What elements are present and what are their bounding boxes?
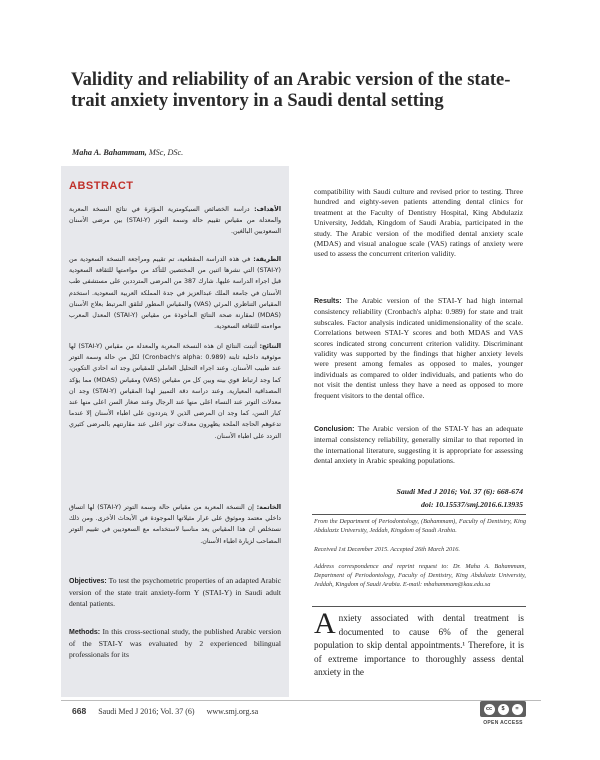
affiliation-note: From the Department of Periodontology, (Bahammam), Faculty of Dentistry, King Abdulaziz University, Jeddah, Kingdom of Saudi Arabia. bbox=[314, 518, 526, 535]
author-name: Maha A. Bahammam, bbox=[72, 148, 147, 157]
arabic-conclusion-label: الخاتمة: bbox=[256, 504, 281, 511]
footer-journal: Saudi Med J 2016; Vol. 37 (6) bbox=[98, 707, 195, 716]
arabic-conclusion-text: إن النسخة المعربة من مقياس حالة وسمة التوتر (STAI-Y) لها اتساق داخلي معتمد وموثوق على غرار مثيلاتها الموجودة في الأبحاث الأخرى. ومن ذلك نستخلص ان هذا المقياس يعد مناسبا لاستخدامه مع السعوديين في تقييم التوتر المصاحب لزيارة اطباء الأسنان. bbox=[69, 504, 281, 545]
arabic-results-text: أثبتت النتائج ان هذه النسخة المعربة والمعدلة من مقياس (STAI-Y) لها موثوقية داخلية ثابتة (Cronbach's alpha: 0.989) لكل من حالة وسمة التوتر عند طبيب الأسنان. وعند اجراء التحليل العاملي للمقياس وجد انه احادي التكوين، كما وجد ارتباط قوي بينه وبين كل من مقياس (VAS) ومقياس (MDAS) مما يؤكد المصداقية المعيارية. وعند دراسة دقة التمييز لهذا المقياس (STAI-Y) وجد ان معدلات التوتر عند النساء اعلى منها عند الرجال وعند صغار السن اعلى منها عند كبار السن، كما وجد ان المرضى الذين لا يترددون على اطباء الأسنان إلا عندما تدعوهم الحاجة الملحة يظهرون معدلات توتر اعلى عند مقارنتهم بالمرضى كثيري التردد على اطباء الأسنان. bbox=[69, 343, 282, 440]
footer-url[interactable]: www.smj.org.sa bbox=[206, 707, 259, 716]
page-number: 668 bbox=[72, 706, 87, 716]
arabic-conclusion bbox=[69, 502, 281, 547]
cc-icon: cc bbox=[484, 704, 495, 715]
page-footer bbox=[72, 706, 258, 716]
methods-label: Methods: bbox=[69, 629, 101, 636]
arabic-methods bbox=[69, 254, 281, 332]
arabic-objectives bbox=[69, 204, 281, 238]
correspondence-note: Address correspondence and reprint request to: Dr. Maha A. Bahammam, Department of Periodontology, Faculty of Dentistry, King Abdulaziz University, Jeddah, Kingdom of Saudi Arabia. E-mail: mbahammam@kau.edu.sa bbox=[314, 563, 526, 589]
abstract-results bbox=[314, 296, 523, 401]
open-access-label: OPEN ACCESS bbox=[483, 720, 523, 726]
introduction-text: nxiety associated with dental treatment is documented to cause 6% of the general population to skip dental appointments.¹ Therefore, it is of extreme importance to thoroughly assess dental anxiety in the bbox=[314, 613, 524, 678]
arabic-methods-label: الطريقة: bbox=[253, 256, 281, 263]
arabic-objectives-label: الأهداف: bbox=[254, 206, 281, 213]
author-line bbox=[72, 148, 183, 157]
objectives-label: Objectives: bbox=[69, 578, 107, 585]
abstract-conclusion bbox=[314, 424, 523, 467]
arabic-objectives-text: دراسة الخصائص السيكومترية المؤثرة في نتائج النسخة المعربة والمعدلة من مقياس تقييم حالة وسمة التوتر (STAI-Y) بين مرضى الأسنان السعوديين البالغين. bbox=[69, 206, 281, 236]
received-accepted-dates: Received 1st December 2015. Accepted 26th March 2016. bbox=[314, 546, 461, 553]
arabic-results bbox=[69, 341, 281, 442]
divider bbox=[312, 514, 526, 515]
results-label: Results: bbox=[314, 298, 342, 305]
divider bbox=[312, 606, 526, 607]
abstract-heading: ABSTRACT bbox=[69, 180, 134, 192]
methods-text: In this cross-sectional study, the published Arabic version of the STAI-Y was evaluated by 2 experienced bilingual professionals for its bbox=[69, 627, 281, 659]
abstract-methods-continued: compatibility with Saudi culture and revised prior to testing. Three hundred and eighty-seven patients attending dental clinics for treatment at the Faculty of Dentistry Hospital, King Abdulaziz University, Jeddah, Kingdom of Saudi Arabia, participated in the study. The Arabic version of the modified dental anxiety scale (MDAS) and visual analogue scale (VAS) ratings of anxiety were used to assess the concurrent criterion validity. bbox=[314, 187, 523, 259]
objectives-text: To test the psychometric properties of an adapted Arabic version of the state trait anxiety-form Y (STAI-Y) in Saudi adult dental patients. bbox=[69, 576, 281, 608]
citation-block bbox=[314, 486, 523, 511]
citation-journal: Saudi Med J 2016; Vol. 37 (6): 668-674 bbox=[396, 487, 523, 496]
citation-doi: doi: 10.15537/smj.2016.6.13935 bbox=[420, 499, 523, 509]
results-text: The Arabic version of the STAI-Y had high internal consistency reliability (Cronbach's alpha: 0.989) for state and trait subscales. Factor analysis indicated unidimensionality of the scale. Correlations between STAI-Y scores and both MDAS and VAS scores indicated strong concurrent criterion validity. Discriminant validity was supported by the findings that higher anxiety levels were present among females as opposed to males, younger individuals as compared to older individuals, and patients who do not visit the dentist unless they have a need as opposed to more frequent visitors to the dental office. bbox=[314, 296, 523, 400]
introduction-paragraph bbox=[314, 607, 524, 680]
author-degrees: MSc, DSc. bbox=[148, 148, 184, 157]
footer-divider bbox=[61, 700, 541, 701]
no-derivatives-icon: = bbox=[512, 704, 523, 715]
abstract-objectives bbox=[69, 575, 281, 609]
noncommercial-icon: $ bbox=[498, 704, 509, 715]
conclusion-label: Conclusion: bbox=[314, 426, 355, 433]
conclusion-text: The Arabic version of the STAI-Y has an adequate internal consistency reliability, generally similar to that reported in the international literature, suggesting it is appropriate for assessing dental anxiety in Arabic speaking populations. bbox=[314, 424, 523, 466]
creative-commons-badge[interactable] bbox=[480, 701, 526, 717]
arabic-methods-text: في هذه الدراسة المقطعية، تم تقييم ومراجعة النسخة السعودية من (STAI-Y) التي نشرها اثنين من المختصين للتأكد من مواءمتها للثقافة السعودية قبل اجراء الدراسة عليها. شارك 387 من المرضى المترددين على مستشفى طب الأسنان في جامعة الملك عبدالعزيز في جدة المملكة العربية السعودية. استخدم المقياس التناظري المرئي (VAS) والمقياس المطور لتلقق المرتبط بعلاج الأسنان (MDAS) لمقارنة صحة النتائج المأخوذة من مقياس (STAI-Y) المعدل المعرب مواءمته للثقافة السعودية. bbox=[69, 256, 282, 331]
drop-cap: A bbox=[314, 607, 336, 640]
article-title: Validity and reliability of an Arabic version of the state-trait anxiety inventory in a Saudi dental setting bbox=[71, 70, 511, 111]
arabic-results-label: النتائج: bbox=[259, 343, 281, 350]
abstract-methods bbox=[69, 626, 281, 660]
